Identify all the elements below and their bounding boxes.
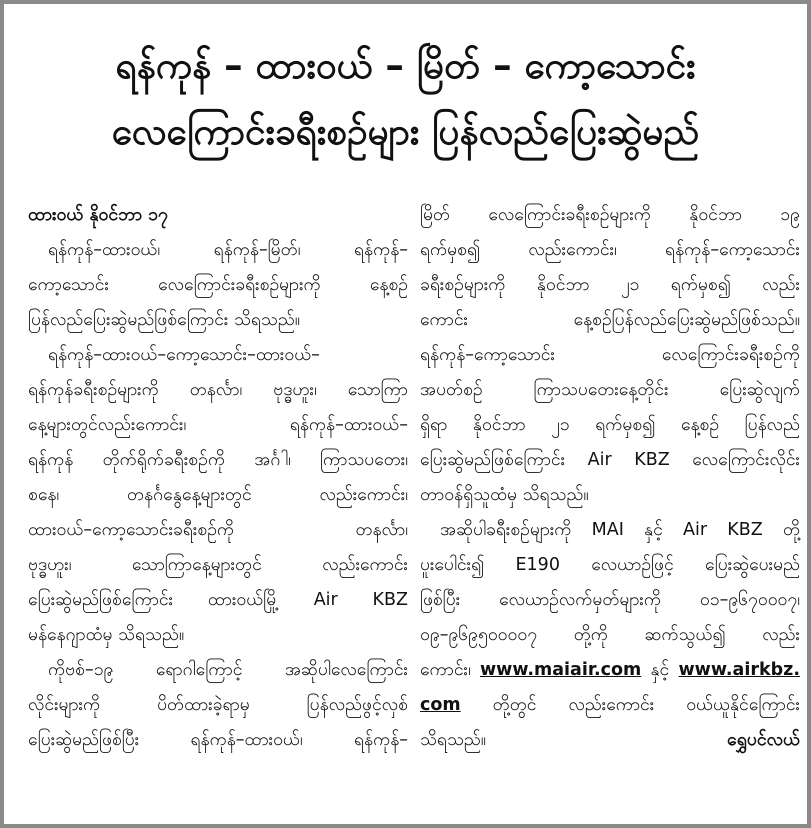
- text-line: အဆိုပါခရီးစဉ်များကို MAI နှင့် Air KBZ တို့: [440, 520, 800, 540]
- text-line: ရက်မှစ၍ လည်းကောင်း၊ ရန်ကုန်–ကော့သောင်း: [420, 240, 800, 260]
- headline-line-1: ရန်ကုန် – ထားဝယ် – မြိတ် – ကော့သောင်း: [115, 44, 696, 87]
- article-column-right: [420, 198, 800, 758]
- text-line: ကောင်း နေ့စဉ်ပြန်လည်ပြေးဆွဲမည်ဖြစ်သည်။: [420, 310, 800, 330]
- article-frame: [4, 4, 807, 824]
- text-line: အပတ်စဉ် ကြာသပတေးနေ့တိုင်း ပြေးဆွဲလျက်: [420, 380, 800, 400]
- text-line: ထားဝယ်–ကော့သောင်းခရီးစဉ်ကို တနင်္လာ၊: [28, 520, 408, 540]
- text-line: ခရီးစဉ်များကို နိုဝင်ဘာ ၂၁ ရက်မှစ၍ လည်း: [420, 275, 800, 295]
- article-column-left: [28, 198, 408, 758]
- byline: ရွှေပင်လယ်: [727, 730, 800, 750]
- text-line: ရန်ကုန်–ကော့သောင်း လေကြောင်းခရီးစဉ်ကို: [420, 345, 800, 365]
- text-line: ဗုဒ္ဓဟူး၊ သောကြာနေ့များတွင် လည်းကောင်း: [28, 555, 408, 575]
- airkbz-link-continued[interactable]: com: [420, 695, 461, 715]
- text-line: တာဝန်ရှိသူထံမှ သိရသည်။: [420, 485, 589, 505]
- text-fragment: ကောင်း၊: [420, 660, 471, 680]
- text-line: စနေ၊ တနင်္ဂနွေနေ့များတွင် လည်းကောင်း၊: [28, 485, 408, 505]
- text-line: ပြေးဆွဲမည်ဖြစ်ကြောင်း Air KBZ လေကြောင်းလိုင်း: [420, 450, 800, 470]
- closing-row: [420, 723, 800, 758]
- text-line: ပြေးဆွဲမည်ဖြစ်ကြောင်း ထားဝယ်မြို့ Air KBZ: [28, 590, 408, 610]
- text-line: ကိုဗစ်–၁၉ ရောဂါကြောင့် အဆိုပါလေကြောင်း: [48, 660, 408, 680]
- text-fragment: နှင့်: [650, 660, 670, 680]
- text-line: မန်နေဂျာထံမှ သိရသည်။: [28, 625, 185, 645]
- maiair-link[interactable]: www.maiair.com: [479, 660, 642, 680]
- text-line: မြိတ် လေကြောင်းခရီးစဉ်များကို နိုဝင်ဘာ ၁၉: [420, 205, 800, 225]
- text-fragment: တို့တွင် လည်းကောင်း ဝယ်ယူနိုင်ကြောင်း: [492, 695, 800, 715]
- text-line: ရန်ကုန် တိုက်ရိုက်ခရီးစဉ်ကို အင်္ဂါ၊ ကြာသပတေး၊: [28, 450, 408, 470]
- text-line: လိုင်းများကို ပိတ်ထားခဲ့ရာမှ ပြန်လည်ဖွင့်လှစ်: [28, 695, 408, 715]
- text-line: ရန်ကုန်–ထားဝယ်၊ ရန်ကုန်–မြိတ်၊ ရန်ကုန်–: [48, 240, 408, 260]
- text-line: ပြန်လည်ပြေးဆွဲမည်ဖြစ်ကြောင်း သိရသည်။: [28, 310, 301, 330]
- airkbz-link[interactable]: www.airkbz.: [678, 660, 800, 680]
- text-line: ရန်ကုန်–ထားဝယ်–ကော့သောင်း–ထားဝယ်–: [48, 345, 320, 365]
- text-line: ၀၉–၉၆၉၅၀၀၀၀၇ တို့ကို ဆက်သွယ်၍ လည်း: [420, 625, 800, 645]
- text-line: နေ့များတွင်လည်းကောင်း၊ ရန်ကုန်–ထားဝယ်–: [28, 415, 408, 435]
- text-line-with-links: [420, 688, 800, 723]
- text-line-with-links: [420, 653, 800, 688]
- text-line: ရှိရာ နိုဝင်ဘာ ၂၁ ရက်မှစ၍ နေ့စဉ် ပြန်လည်: [420, 415, 800, 435]
- text-line: ကော့သောင်း လေကြောင်းခရီးစဉ်များကို နေ့စဉ်: [28, 275, 408, 295]
- headline-line-2: လေကြောင်းခရီးစဉ်များ ပြန်လည်ပြေးဆွဲမည်: [111, 110, 700, 153]
- dateline: ထားဝယ် နိုဝင်ဘာ ၁၇: [28, 205, 168, 225]
- text-line: ရန်ကုန်ခရီးစဉ်များကို တနင်္လာ၊ ဗုဒ္ဓဟူး၊ သောကြာ: [28, 380, 408, 400]
- text-line: ပူးပေါင်း၍ E190 လေယာဉ်ဖြင့် ပြေးဆွဲပေးမည်: [420, 555, 800, 575]
- text-line: ဖြစ်ပြီး လေယာဉ်လက်မှတ်များကို ၀၁–၉၆၇၀၀၀၇၊: [420, 590, 800, 610]
- text-line: သိရသည်။: [420, 730, 487, 750]
- text-line: ပြေးဆွဲမည်ဖြစ်ပြီး ရန်ကုန်–ထားဝယ်၊ ရန်ကုန်–: [28, 730, 408, 750]
